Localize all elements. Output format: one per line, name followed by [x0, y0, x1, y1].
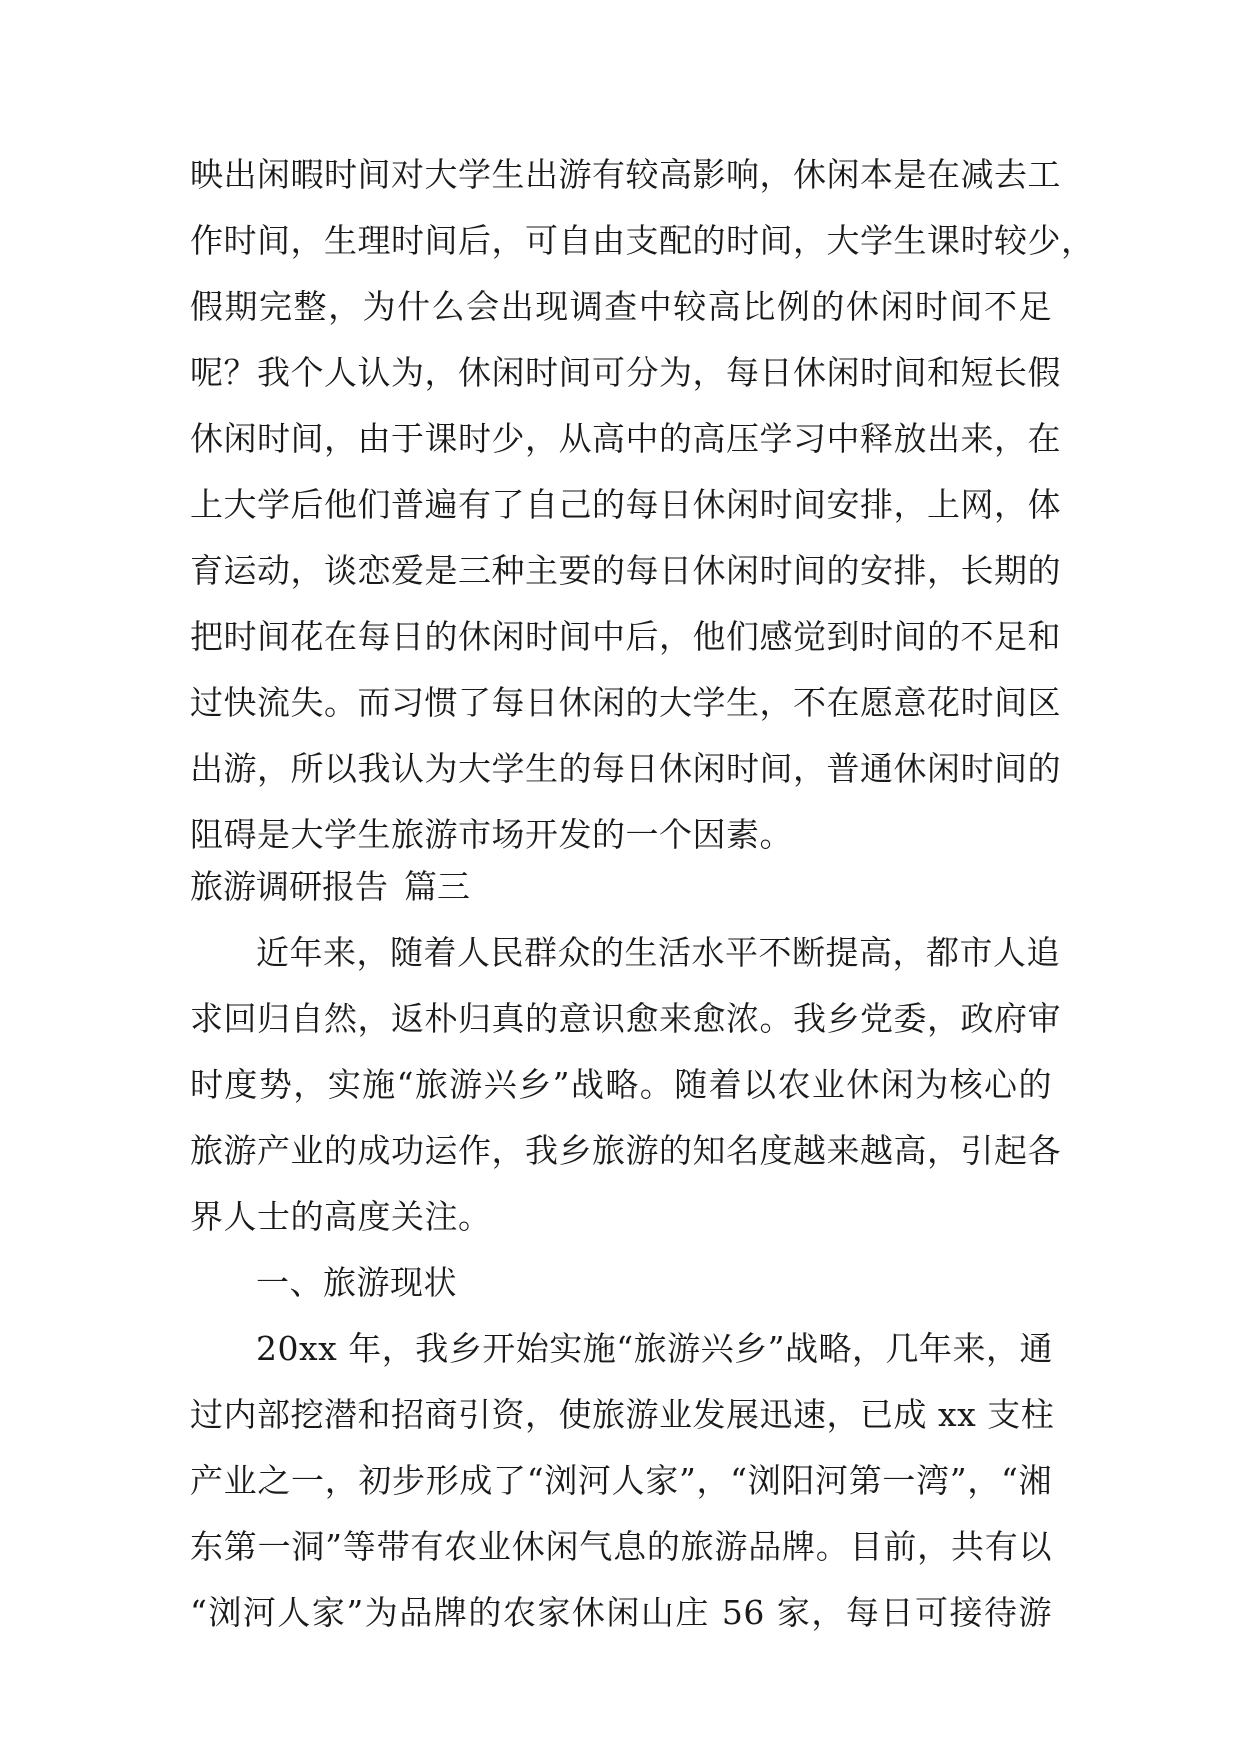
paragraph-line: 休闲时间，由于课时少，从高中的高压学习中释放出来，在 — [190, 419, 1061, 458]
paragraph-1 — [190, 142, 1095, 868]
paragraph-3 — [190, 1316, 1055, 1646]
paragraph-line: 阻碍是大学生旅游市场开发的一个因素。 — [190, 815, 793, 854]
paragraph-line: 假期完整，为什么会出现调查中较高比例的休闲时间不足 — [190, 287, 1052, 326]
paragraph-line: 时度势，实施“旅游兴乡”战略。随着以农业休闲为核心的 — [190, 1065, 1052, 1104]
paragraph-line: 呢？我个人认为，休闲时间可分为，每日休闲时间和短长假 — [190, 353, 1061, 392]
paragraph-line: 把时间花在每日的休闲时间中后，他们感觉到时间的不足和 — [190, 617, 1061, 656]
paragraph-line: 近年来，随着人民群众的生活水平不断提高，都市人追 — [256, 933, 1060, 972]
paragraph-line: 产业之一，初步形成了“浏河人家”，“浏阳河第一湾”，“湘 — [190, 1461, 1052, 1500]
paragraph-line: 界人士的高度关注。 — [190, 1197, 492, 1236]
section-title: 旅游调研报告 — [190, 867, 388, 906]
paragraph-line: 过内部挖潜和招商引资，使旅游业发展迅速，已成 xx 支柱 — [190, 1395, 1055, 1434]
paragraph-line: “浏河人家”为品牌的农家休闲山庄 56 家，每日可接待游 — [190, 1593, 1052, 1632]
paragraph-line: 求回归自然，返朴归真的意识愈来愈浓。我乡党委，政府审 — [190, 999, 1061, 1038]
paragraph-2 — [190, 920, 1061, 1316]
paragraph-line: 作时间，生理时间后，可自由支配的时间，大学生课时较少， — [190, 221, 1095, 260]
section-heading — [190, 854, 470, 920]
paragraph-line: 旅游产业的成功运作，我乡旅游的知名度越来越高，引起各 — [190, 1131, 1061, 1170]
paragraph-line: 东第一洞”等带有农业休闲气息的旅游品牌。目前，共有以 — [190, 1527, 1052, 1566]
paragraph-line: 出游，所以我认为大学生的每日休闲时间，普通休闲时间的 — [190, 749, 1061, 788]
paragraph-line: 上大学后他们普遍有了自己的每日休闲时间安排，上网，体 — [190, 485, 1061, 524]
paragraph-line: 20xx 年，我乡开始实施“旅游兴乡”战略，几年来，通 — [256, 1329, 1053, 1368]
paragraph-line: 育运动，谈恋爱是三种主要的每日休闲时间的安排，长期的 — [190, 551, 1061, 590]
subheading: 一、旅游现状 — [256, 1263, 457, 1302]
paragraph-line: 过快流失。而习惯了每日休闲的大学生，不在愿意花时间区 — [190, 683, 1061, 722]
section-part: 篇三 — [404, 867, 470, 906]
paragraph-line: 映出闲暇时间对大学生出游有较高影响，休闲本是在减去工 — [190, 155, 1061, 194]
